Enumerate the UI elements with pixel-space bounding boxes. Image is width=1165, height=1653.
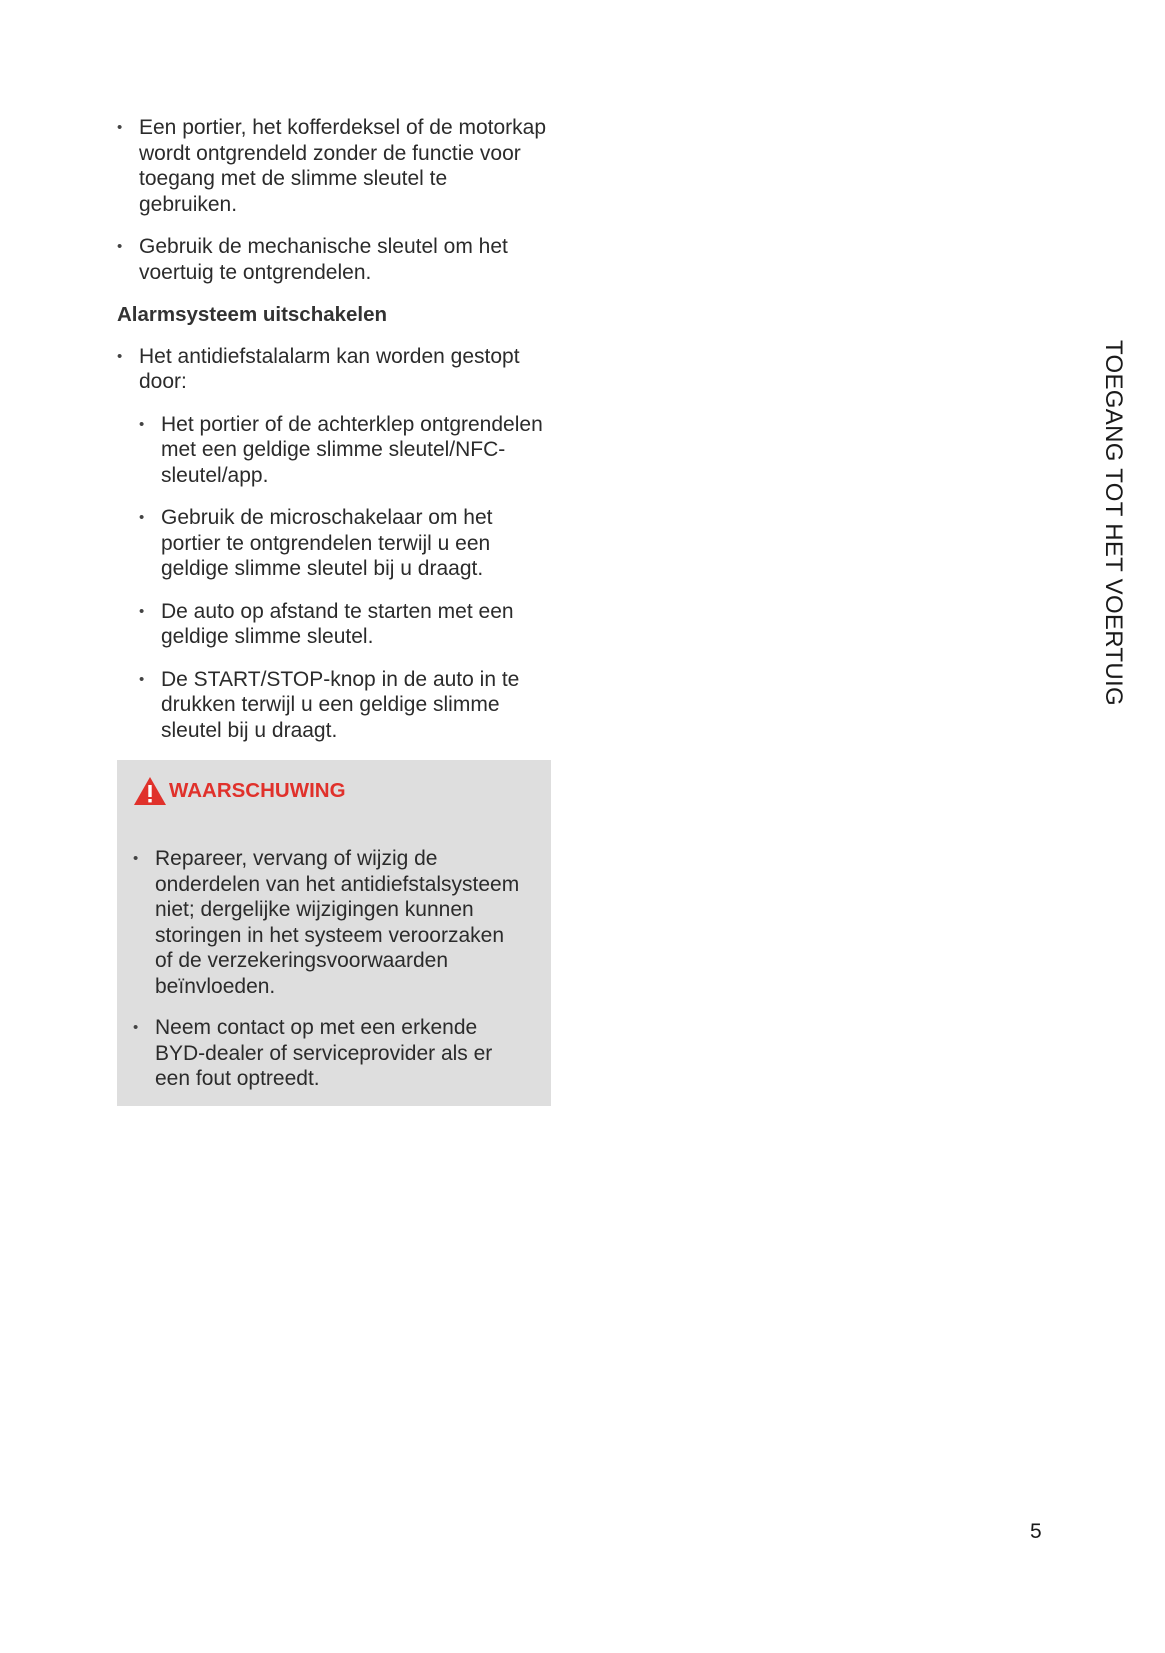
- intro-list: [117, 115, 547, 285]
- warning-triangle-icon: [133, 776, 167, 806]
- page-number: 5: [1030, 1520, 1042, 1543]
- warning-item: • Repareer, vervang of wijzig de onderdelen van het antidiefstalsysteem niet; dergelijke wijzigingen kunnen storingen in het systeem veroorzaken of de verzekeringsvoorwaarden beïnvloeden.: [133, 846, 521, 999]
- list-item: • Gebruik de mechanische sleutel om het voertuig te ontgrendelen.: [117, 234, 547, 285]
- sub-list-item: • De START/STOP-knop in de auto in te drukken terwijl u een geldige slimme sleutel bij u draagt.: [139, 667, 547, 744]
- page-content: [117, 115, 547, 1106]
- list-item: • Het antidiefstalalarm kan worden gestopt door:: [117, 344, 547, 395]
- list-item: • Een portier, het kofferdeksel of de motorkap wordt ontgrendeld zonder de functie voor toegang met de slimme sleutel te gebruiken.: [117, 115, 547, 217]
- warning-header: [133, 774, 521, 808]
- warning-list: [133, 846, 521, 1092]
- warning-item: • Neem contact op met een erkende BYD-dealer of serviceprovider als er een fout optreedt.: [133, 1015, 521, 1092]
- warning-title: WAARSCHUWING: [169, 779, 346, 803]
- sub-list-item: • Gebruik de microschakelaar om het portier te ontgrendelen terwijl u een geldige slimme sleutel bij u draagt.: [139, 505, 547, 582]
- chapter-side-tab: TOEGANG TOT HET VOERTUIG: [1100, 340, 1127, 706]
- alarm-list: [117, 344, 547, 395]
- sub-list-item: • Het portier of de achterklep ontgrendelen met een geldige slimme sleutel/NFC-sleutel/app.: [139, 412, 547, 489]
- sub-list-item: • De auto op afstand te starten met een geldige slimme sleutel.: [139, 599, 547, 650]
- alarm-sub-list: [139, 412, 547, 744]
- section-heading: Alarmsysteem uitschakelen: [117, 303, 388, 326]
- warning-box: [117, 760, 551, 1106]
